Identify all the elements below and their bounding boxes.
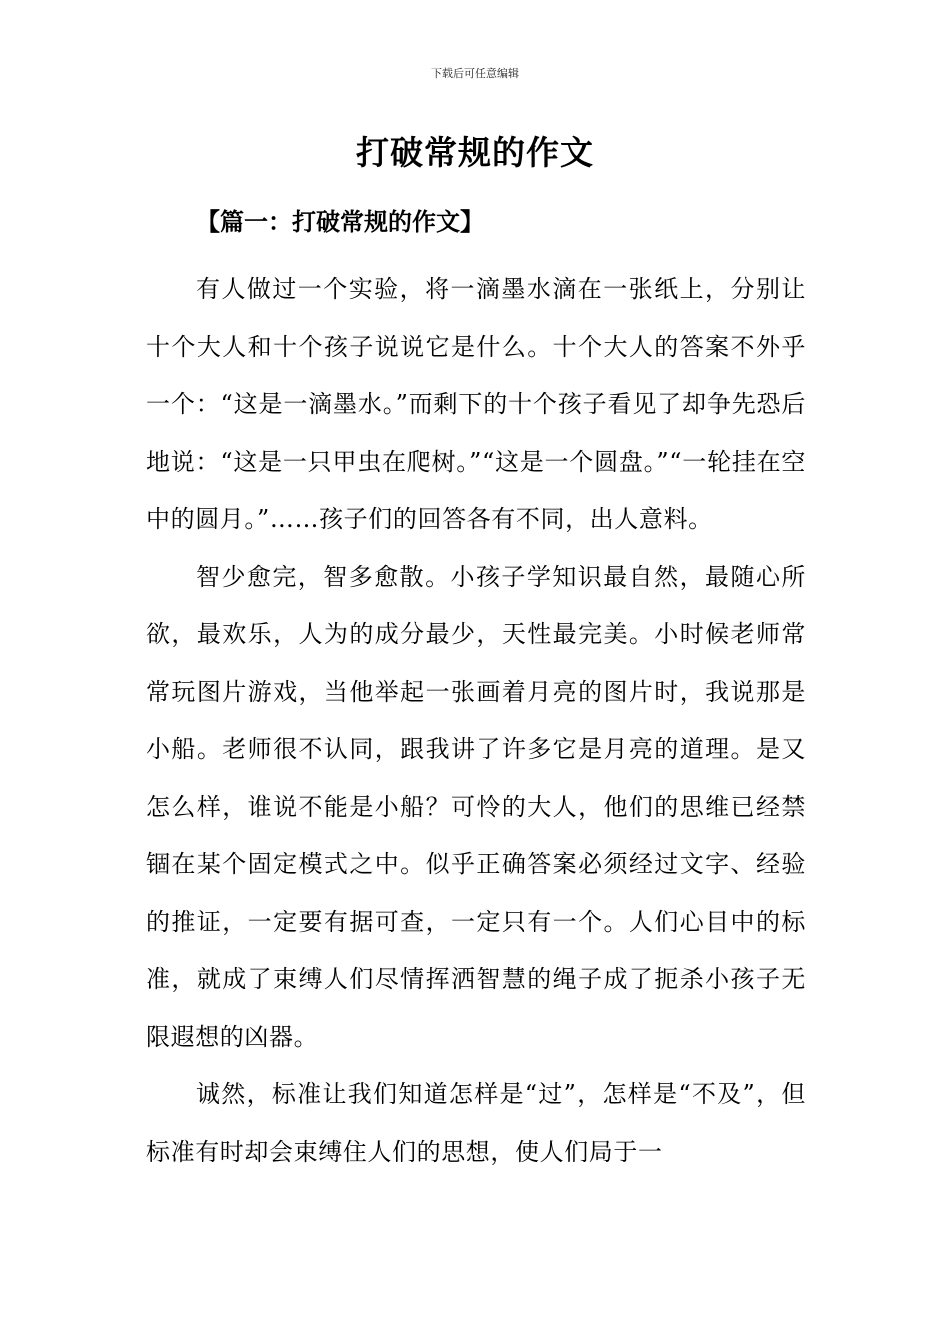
paragraph: 智少愈完，智多愈散。小孩子学知识最自然，最随心所欲，最欢乐，人为的成分最少，天性最完美。小时候老师常常玩图片游戏，当他举起一张画着月亮的图片时，我说那是小船。老师很不认同，跟我讲了许多它是月亮的道理。是又怎么样，谁说不能是小船？可怜的大人，他们的思维已经禁锢在某个固定模式之中。似乎正确答案必须经过文字、经验的推证，一定要有据可查，一定只有一个。人们心目中的标准，就成了束缚人们尽情挥洒智慧的绳子成了扼杀小孩子无限遐想的凶器。 xyxy=(146,562,806,1051)
document-body xyxy=(146,261,806,1181)
header-note: 下载后可任意编辑 xyxy=(431,67,519,80)
paragraph: 诚然，标准让我们知道怎样是“过”，怎样是“不及”，但标准有时却会束缚住人们的思想，使人们局于一 xyxy=(146,1080,806,1166)
paragraph: 有人做过一个实验，将一滴墨水滴在一张纸上，分别让十个大人和十个孩子说说它是什么。十个大人的答案不外乎一个：“这是一滴墨水。”而剩下的十个孩子看见了却争先恐后地说：“这是一只甲虫在爬树。”“这是一个圆盘。”“一轮挂在空中的圆月。”……孩子们的回答各有不同，出人意料。 xyxy=(146,275,806,533)
section-heading: 【篇一：打破常规的作文】 xyxy=(196,207,484,236)
document-title: 打破常规的作文 xyxy=(356,133,594,172)
